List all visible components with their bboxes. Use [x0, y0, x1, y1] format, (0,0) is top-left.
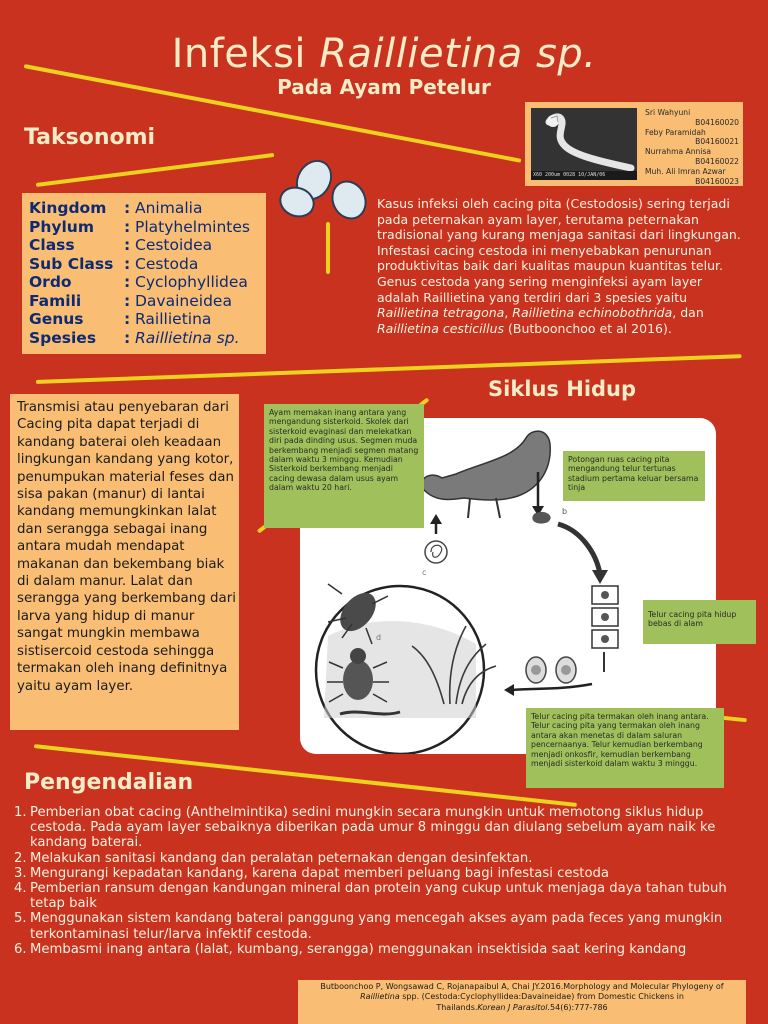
taxonomy-colon: : — [124, 291, 131, 310]
taxonomy-value: Animalia — [135, 199, 203, 217]
taxonomy-value: Platyhelmintes — [135, 217, 250, 236]
taxonomy-colon: : — [124, 236, 131, 254]
control-item-number: 1. — [14, 805, 27, 820]
taxonomy-value: Davaineidea — [135, 291, 232, 310]
intro-paragraph — [377, 196, 743, 336]
intro-separator: , dan — [672, 305, 704, 321]
taxonomy-colon: : — [124, 199, 131, 217]
taxonomy-label: Sub Class — [29, 254, 114, 273]
control-item-number: 3. — [14, 865, 27, 881]
transmission-box — [10, 394, 239, 730]
taxonomy-heading: Taksonomi — [24, 125, 156, 150]
taxonomy-colon: : — [124, 328, 131, 347]
author-box — [525, 102, 743, 186]
reference-text: Thailands. — [436, 1002, 478, 1012]
poster-subtitle: Pada Ayam Petelur — [277, 75, 491, 99]
cysticercoid-illustration — [425, 541, 447, 563]
intro-citation: (Butboonchoo et al 2016). — [504, 320, 672, 336]
control-item-text: Menggunakan sistem kandang baterai panggung yang mencegah akses ayam pada feces yang mungkin terkontaminasi telur/larva infektif cestoda. — [30, 911, 723, 942]
control-item — [14, 942, 754, 957]
taxonomy-value: Cestoidea — [135, 236, 213, 254]
author-entry — [645, 147, 739, 167]
taxonomy-label: Spesies — [29, 328, 97, 347]
taxonomy-colon: : — [124, 217, 131, 236]
author-name: Feby Paramidah — [645, 127, 706, 137]
hen-illustration — [422, 431, 551, 518]
reference-text: spp. (Cestoda:Cyclophyllidea:Davaineidae) from Domestic Chickens in — [399, 992, 684, 1002]
control-item-number: 4. — [14, 881, 27, 897]
reference-line-3 — [304, 1003, 740, 1013]
author-id: B04160021 — [695, 137, 739, 147]
control-item-number: 2. — [14, 850, 27, 866]
taxonomy-colon: : — [124, 310, 131, 328]
control-item-text: Pemberian obat cacing (Anthelmintika) sedini mungkin secara mungkin untuk memotong siklus hidup cestoda. Pada ayam layer sebaiknya diberikan pada umur 8 minggu dan diulang sebelum ayam naik ke kandang baterai. — [30, 805, 716, 851]
author-name: Sri Wahyuni — [645, 108, 691, 117]
intro-separator: , — [504, 305, 513, 321]
author-list — [645, 108, 739, 186]
taxonomy-label: Class — [29, 236, 75, 254]
reference-line-1: Butboonchoo P, Wongsawad C, Rojanapaibul A, Chai JY.2016.Morphology and Molecular Phylogeny of — [320, 982, 724, 991]
control-item-number: 6. — [14, 941, 27, 957]
note-chicken-ingests-host: Ayam memakan inang antara yang mengandung sisterkoid. Skolek dari sisterkoid evaginasi dan melekatkan diri pada dinding usus. Segmen muda berkembang menjadi segmen matang dalam waktu 3 minggu. Kemudian Sisterkoid berkembang menjadi cacing dewasa dalam usus ayam dalam waktu 20 hari. — [264, 404, 424, 528]
taxonomy-colon: : — [124, 273, 131, 291]
control-item-text: Membasmi inang antara (lalat, kumbang, serangga) menggunakan insektisida saat kering kandang — [30, 941, 687, 957]
tapeworm-eggs — [526, 657, 576, 683]
lifecycle-heading: Siklus Hidup — [488, 377, 637, 401]
author-id: B04160020 — [695, 117, 739, 127]
micrograph-image — [531, 108, 637, 180]
control-heading: Pengendalian — [24, 770, 194, 795]
reference-journal: Korean J Parasitol. — [477, 1002, 551, 1012]
transmission-text: Transmisi atau penyebaran dari Cacing pita dapat terjadi di kandang baterai oleh keadaan lingkungan kandang yang kotor, penumpukan material feses dan sisa pakan (manur) di lantai kandang memungkinkan lalat dan serangga sebagai inang antara mudah mendapat makanan dan bekembang biak di dalam manur. Lalat dan serangga yang berkembang dari larva yang hidup di manur sangat mungkin membawa sistisercoid cestoda sehingga termakan oleh inang definitnya yaitu ayam layer. — [17, 400, 236, 694]
taxonomy-value: Cyclophyllidea — [135, 273, 248, 291]
taxonomy-colon: : — [124, 254, 131, 273]
taxonomy-value: Cestoda — [135, 254, 199, 273]
control-item — [14, 911, 754, 941]
note-intermediate-host: Telur cacing pita termakan oleh inang antara. Telur cacing pita yang termakan oleh inang antara akan menetas di dalam saluran pencernaanya. Telur kemudian berkembang menjadi onkosfir, kemudian berkembang menjadi sisterkoid dalam waktu 3 minggu. — [526, 708, 724, 788]
control-item — [14, 866, 754, 881]
intro-species: Raillietina tetragona — [377, 305, 505, 321]
taxonomy-table — [22, 193, 266, 354]
author-name: Muh. Ali Imran Azwar — [645, 166, 726, 176]
title-text: Infeksi — [171, 31, 320, 77]
reference-line-2 — [304, 992, 740, 1002]
taxonomy-label: Kingdom — [29, 199, 107, 217]
reference-box — [298, 980, 746, 1024]
lifecycle-label-d: d — [376, 633, 382, 642]
lifecycle-label-c: c — [422, 568, 427, 577]
taxonomy-label: Ordo — [29, 273, 72, 291]
proglottid-segments — [592, 586, 618, 648]
title-genus: Raillietina sp. — [319, 31, 597, 77]
taxonomy-value: Raillietina — [135, 310, 212, 328]
eggs-illustration — [270, 152, 374, 274]
control-item — [14, 881, 754, 911]
intro-species: Raillietina cesticillus — [377, 320, 505, 336]
author-id: B04160022 — [695, 156, 739, 166]
note-segments-in-feces: Potongan ruas cacing pita mengandung telur tertunas stadium pertama keluar bersama tinja — [563, 451, 705, 501]
control-item — [14, 851, 754, 866]
intro-text: Kasus infeksi oleh cacing pita (Cestodosis) sering terjadi pada peternakan ayam layer, terutama peternakan tradisional yang kurang menjaga sanitasi dari lingkungan. Infestasi cacing cestoda ini menyebabkan penurunan produktivitas baik dari kualitas maupun kuantitas telur. Genus cestoda yang sering menginfeksi ayam layer adalah Raillietina yang terdiri dari 3 spesies yaitu — [377, 196, 741, 305]
taxonomy-label: Genus — [29, 310, 84, 328]
reference-genus: Raillietina — [360, 992, 400, 1002]
control-item-number: 5. — [14, 911, 27, 927]
intro-species: Raillietina echinobothrida — [512, 305, 673, 321]
taxonomy-label: Famili — [29, 291, 82, 310]
taxonomy-value: Raillietina sp. — [135, 328, 240, 347]
control-item — [14, 805, 754, 851]
control-list — [14, 805, 754, 957]
control-item-text: Mengurangi kepadatan kandang, karena dapat memberi peluang bagi infestasi cestoda — [30, 865, 609, 881]
note-eggs-free-living: Telur cacing pita hidup bebas di alam — [643, 600, 756, 644]
worm-scolex-illustration — [531, 108, 637, 180]
decor-line-under-taksonomi — [36, 153, 275, 187]
reference-pages: 54(6):777-786 — [550, 1002, 608, 1012]
author-id: B04160023 — [695, 176, 739, 186]
author-entry — [645, 128, 739, 148]
micrograph-caption: X60 200um 0028 10/JAN/06 — [533, 172, 606, 178]
author-entry — [645, 167, 739, 187]
control-item-text: Melakukan sanitasi kandang dan peralatan peternakan dengan desinfektan. — [30, 850, 533, 866]
author-entry — [645, 108, 739, 128]
control-item-text: Pemberian ransum dengan kandungan mineral dan protein yang cukup untuk menjaga daya tahan tubuh tetap baik — [30, 881, 727, 912]
author-name: Nurrahma Annisa — [645, 147, 712, 157]
taxonomy-label: Phylum — [29, 217, 94, 236]
lifecycle-label-b: b — [562, 507, 568, 516]
